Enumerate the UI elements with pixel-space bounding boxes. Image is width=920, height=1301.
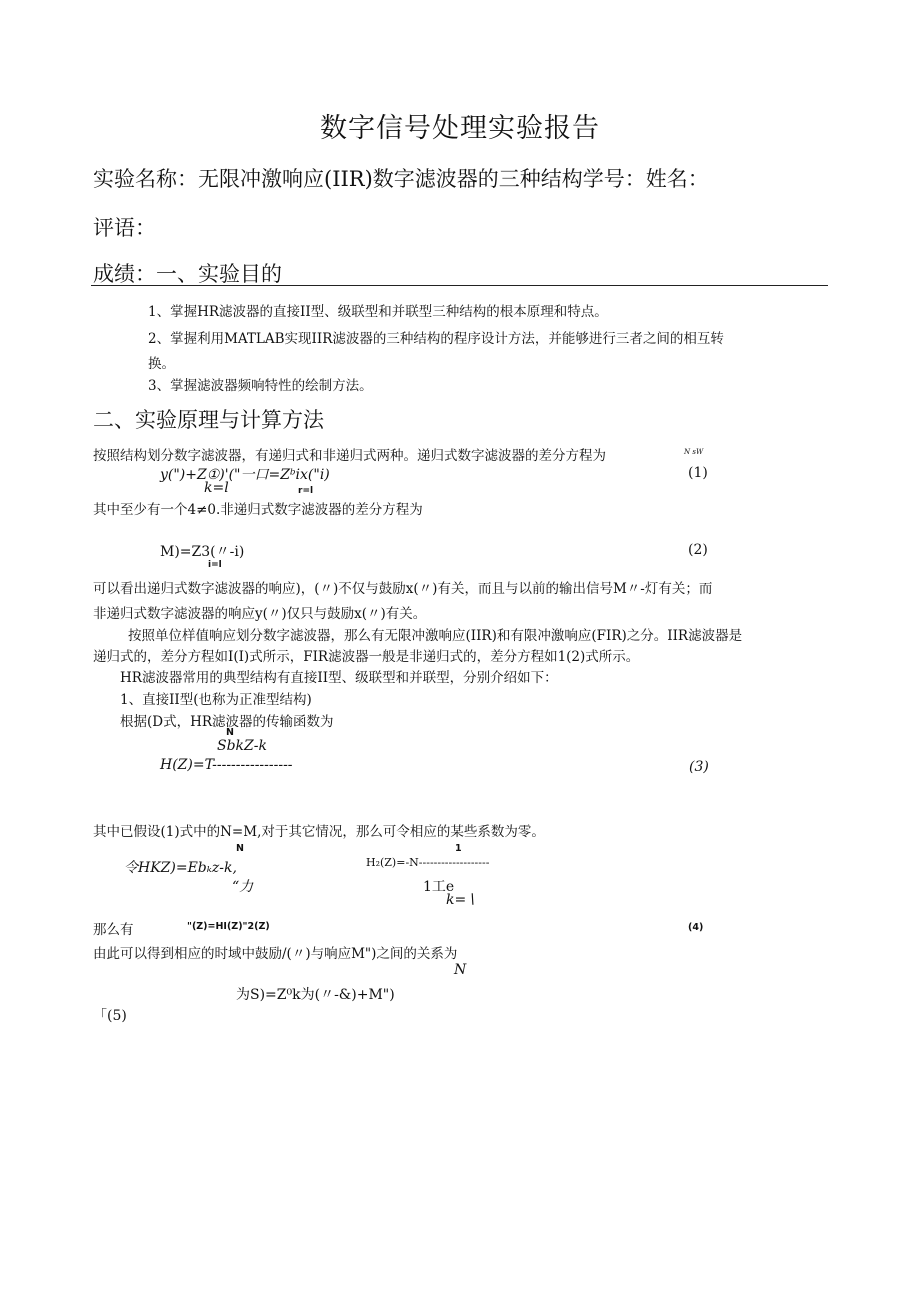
paragraph-transfer-function: 根据(D式，HR滤波器的传输函数为 [120,714,334,730]
equation-3: H(Z)=T----------------- [160,757,293,773]
equation-5-number: 「(5) [93,1008,127,1024]
score-and-section-1-heading: 成绩：一、实验目的 [93,262,282,286]
section-divider [91,285,828,286]
equation-5: 为S)=Z⁰k为(〃-&)+M") [236,987,395,1003]
paragraph-nonrecursive-intro: 其中至少有一个4≠0.非递归式数字滤波器的差分方程为 [93,502,423,518]
paragraph-response-line-1: 可以看出递归式数字滤波器的响应)，(〃)不仅与鼓励x(〃)有关，而且与以前的输出信号M〃-灯有关；而 [93,581,713,597]
equation-a-right: H₂(Z)=-N------------------- [366,856,490,869]
equation-a-left: 令HKZ)=Ebₖz-k, [124,860,237,876]
equation-3-numerator: SbkZ-k [217,738,267,754]
equation-1-sub-right: r=l [298,486,314,496]
equation-2: M)=Z3(〃-i) [160,544,245,560]
equation-3-N: N [226,727,234,738]
paragraph-iir-fir-line-2: 递归式的，差分方程如I(I)式所示，FIR滤波器一般是非递归式的，差分方程如1(2)式所示。 [93,649,640,665]
paragraph-response-line-2: 非递归式数字滤波器的响应y(〃)仅只与鼓励x(〃)有关。 [93,606,427,622]
equation-a-denominator-sub: k=∖ [446,892,476,908]
equation-a-denominator: 1工e [423,879,455,895]
objective-3: 3、掌握滤波器频响特性的绘制方法。 [148,378,373,394]
paragraph-assumption: 其中已假设(1)式中的N=M,对于其它情况，那么可令相应的某些系数为零。 [93,824,545,840]
paragraph-recursive-marks: N sW [684,448,704,456]
equation-2-sub: i=l [208,560,222,570]
paragraph-structures-intro: HR滤波器常用的典型结构有直接II型、级联型和并联型，分别介绍如下： [120,670,558,686]
comment-label: 评语： [93,216,156,240]
paragraph-time-domain: 由此可以得到相应的时域中鼓励/(〃)与响应M")之间的关系为 [93,946,458,962]
objective-2-cont: 换。 [148,356,175,372]
equation-3-number: (3) [689,759,709,775]
equation-1-number: (1) [688,465,708,481]
equation-a-N: N [236,843,244,854]
section-2-heading: 二、实验原理与计算方法 [93,408,324,432]
equation-5-N: N [454,962,467,978]
equation-a-left-sub: “力 [232,879,254,895]
subheading-direct-form-2: 1、直接II型(也称为正准型结构) [120,692,312,708]
objective-1: 1、掌握HR滤波器的直接II型、级联型和并联型三种结构的根本原理和特点。 [148,304,608,320]
paragraph-recursive-intro: 按照结构划分数字滤波器，有递归式和非递归式两种。递归式数字滤波器的差分方程为 [93,448,606,464]
paragraph-then: 那么有 [93,922,134,938]
page-title: 数字信号处理实验报告 [320,113,600,144]
equation-4-number: (4) [688,922,704,933]
equation-1-sub-left: k=l [204,480,229,496]
experiment-meta-line: 实验名称：无限冲激响应(IIR)数字滤波器的三种结构学号：姓名： [93,167,709,191]
equation-a-one: 1 [455,843,462,854]
paragraph-iir-fir-line-1: 按照单位样值响应划分数字滤波器，那么有无限冲激响应(IIR)和有限冲激响应(FIR)之分。IIR滤波器是 [128,628,743,644]
equation-4: "(Z)=HI(Z)"2(Z) [187,921,270,932]
objective-2: 2、掌握利用MATLAB实现IIR滤波器的三种结构的程序设计方法，并能够进行三者之间的相互转 [148,331,724,347]
equation-2-number: (2) [688,542,708,558]
equation-1: y(")+Z①)'("一口=Zᵇix("i) [160,467,330,483]
